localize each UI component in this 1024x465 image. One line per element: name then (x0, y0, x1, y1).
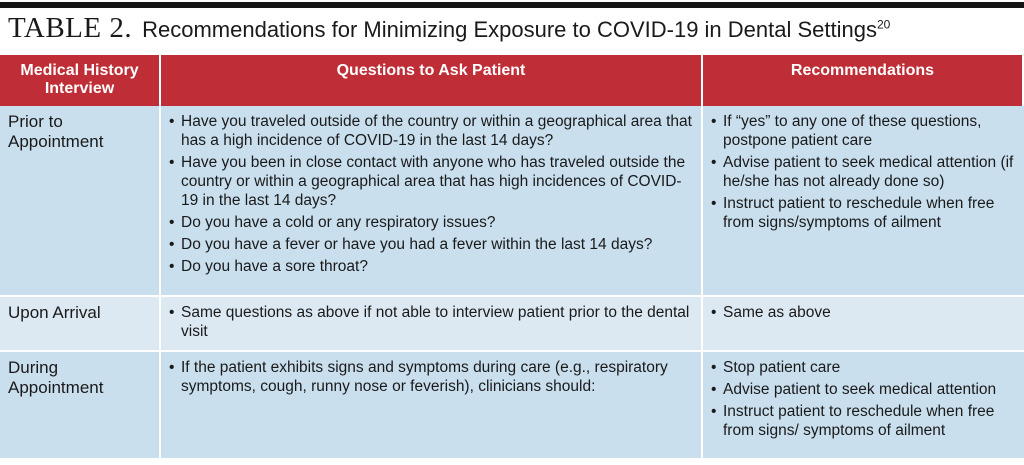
recommendations-cell (703, 106, 1024, 297)
recommendations-cell (703, 352, 1024, 460)
list-item: • Do you have a sore throat? (169, 257, 693, 276)
list-item: • If the patient exhibits signs and symptoms during care (e.g., respiratory symptoms, cough, runny nose or feverish), clinicians should: (169, 358, 693, 396)
list-item: • Same questions as above if not able to interview patient prior to the dental visit (169, 303, 693, 341)
table-title (8, 12, 890, 48)
header-recommendations: Recommendations (703, 55, 1024, 106)
table-number: TABLE 2. (8, 12, 133, 44)
row-label: Prior to Appointment (0, 106, 161, 297)
list-item: • If “yes” to any one of these questions, postpone patient care (711, 112, 1016, 150)
questions-cell (161, 297, 703, 352)
list-item: • Stop patient care (711, 358, 1016, 377)
list-item: • Have you traveled outside of the country or within a geographical area that has a high incidence of COVID-19 in the last 14 days? (169, 112, 693, 150)
recommendations-table (0, 55, 1024, 460)
list-item: • Do you have a fever or have you had a fever within the last 14 days? (169, 235, 693, 254)
questions-cell (161, 352, 703, 460)
header-questions: Questions to Ask Patient (161, 55, 703, 106)
row-label: Upon Arrival (0, 297, 161, 352)
top-rule (0, 2, 1024, 8)
header-medical-history: Medical History Interview (0, 55, 161, 106)
table-caption: Recommendations for Minimizing Exposure to COVID-19 in Dental Settings$^{20}$ (142, 17, 891, 42)
recommendations-list (711, 358, 1016, 440)
recommendations-list (711, 112, 1016, 232)
list-item: • Same as above (711, 303, 1016, 322)
list-item: • Advise patient to seek medical attention (711, 380, 1016, 399)
reference-superscript: 20 (876, 17, 891, 32)
list-item: • Instruct patient to reschedule when free from signs/symptoms of ailment (711, 194, 1016, 232)
questions-list (169, 112, 693, 276)
questions-list (169, 358, 693, 396)
list-item: • Advise patient to seek medical attention (if he/she has not already done so) (711, 153, 1016, 191)
questions-cell (161, 106, 703, 297)
recommendations-list (711, 303, 1016, 322)
questions-list (169, 303, 693, 341)
row-label: During Appointment (0, 352, 161, 460)
list-item: • Do you have a cold or any respiratory issues? (169, 213, 693, 232)
list-item: • Have you been in close contact with anyone who has traveled outside the country or within a geographical area that has high incidences of COVID-19 in the last 14 days? (169, 153, 693, 210)
recommendations-cell (703, 297, 1024, 352)
list-item: • Instruct patient to reschedule when free from signs/ symptoms of ailment (711, 402, 1016, 440)
